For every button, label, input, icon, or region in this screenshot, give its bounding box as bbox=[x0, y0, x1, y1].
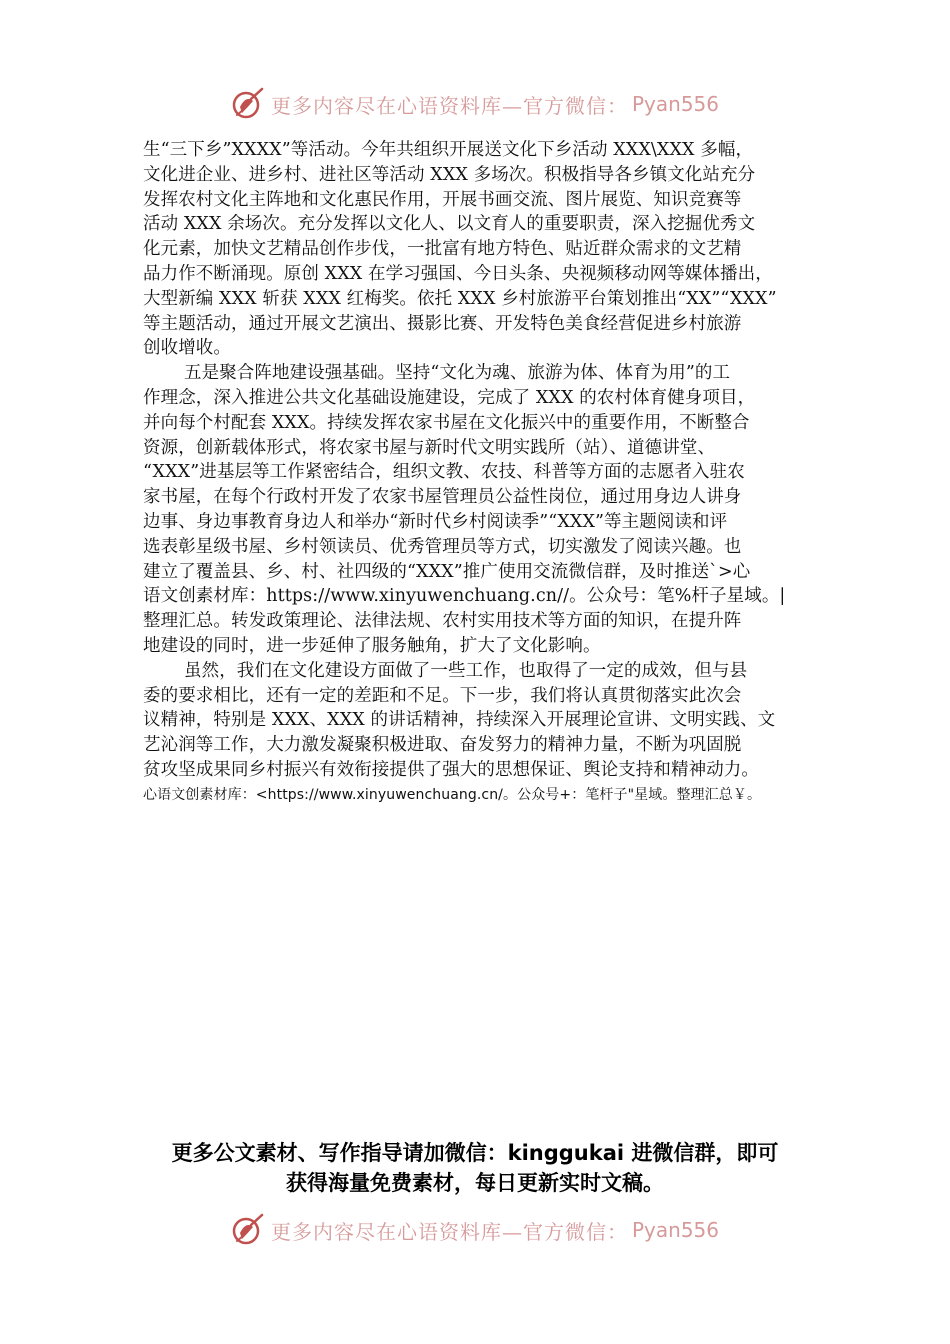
source-line: 心语文创素材库：<https://www.xinyuwenchuang.cn/。公众号+：笔杆子"星域。整理汇总￥。 bbox=[143, 786, 762, 803]
text-line: 创收增收。 bbox=[143, 338, 231, 359]
text-line: 贫攻坚成果同乡村振兴有效衔接提供了强大的思想保证、舆论支持和精神动力。 bbox=[143, 759, 759, 780]
text-line: 资源，创新载体形式，将农家书屋与新时代文明实践所（站）、道德讲堂、 bbox=[143, 437, 716, 458]
text-line: 等主题活动，通过开展文艺演出、摄影比赛、开发特色美食经营促进乡村旅游 bbox=[143, 313, 742, 334]
watermark-text: 更多内容尽在心语资料库—官方微信： bbox=[270, 1219, 628, 1244]
text-line: 活动 XXX 余场次。充分发挥以文化人、以文育人的重要职责，深入挖掘优秀文 bbox=[143, 214, 756, 235]
watermark-wechat-id: Pyan556 bbox=[631, 1218, 719, 1242]
footer-watermark bbox=[0, 1210, 950, 1250]
pen-logo-icon bbox=[231, 1213, 265, 1247]
header-watermark bbox=[0, 84, 950, 124]
watermark-text: 更多内容尽在心语资料库—官方微信： bbox=[270, 93, 628, 118]
watermark-wechat-id: Pyan556 bbox=[631, 92, 719, 116]
paragraph-3 bbox=[143, 659, 813, 783]
text-line: 家书屋，在每个行政村开发了农家书屋管理员公益性岗位，通过用身边人讲身 bbox=[143, 487, 742, 508]
text-line: 建立了覆盖县、乡、村、社四级的“XXX”推广使用交流微信群，及时推送`>心 bbox=[143, 561, 751, 582]
text-line: 文化进企业、进乡村、进社区等活动 XXX 多场次。积极指导各乡镇文化站充分 bbox=[143, 164, 756, 185]
text-line: 边事、身边事教育身边人和举办“新时代乡村阅读季”“XXX”等主题阅读和评 bbox=[143, 511, 728, 532]
text-line: 议精神，特别是 XXX、XXX 的讲话精神，持续深入开展理论宣讲、文明实践、文 bbox=[143, 710, 776, 731]
text-line: 作理念，深入推进公共文化基础设施建设，完成了 XXX 的农村体育健身项目， bbox=[143, 387, 756, 408]
paragraph-2 bbox=[143, 361, 813, 659]
text-line: 大型新编 XXX 斩获 XXX 红梅奖。依托 XXX 乡村旅游平台策划推出“XX”“XXX” bbox=[143, 288, 777, 309]
text-line: 发挥农村文化主阵地和文化惠民作用，开展书画交流、图片展览、知识竞赛等 bbox=[143, 189, 742, 210]
text-line: 地建设的同时，进一步延伸了服务触角，扩大了文化影响。 bbox=[143, 635, 601, 656]
text-line: 生“三下乡”XXXX”等活动。今年共组织开展送文化下乡活动 XXX\XXX 多幅， bbox=[143, 140, 754, 160]
text-line: 化元素，加快文艺精品创作步伐，一批富有地方特色、贴近群众需求的文艺精 bbox=[143, 239, 742, 260]
promo-line-1: 更多公文素材、写作指导请加微信：kinggukai 进微信群，即可 bbox=[171, 1141, 779, 1165]
text-line: 虽然，我们在文化建设方面做了一些工作，也取得了一定的成效，但与县 bbox=[184, 660, 748, 681]
text-line: 品力作不断涌现。原创 XXX 在学习强国、今日头条、央视频移动网等媒体播出， bbox=[143, 263, 773, 284]
text-line: 委的要求相比，还有一定的差距和不足。下一步，我们将认真贯彻落实此次会 bbox=[143, 685, 742, 706]
promo-line-2: 获得海量免费素材，每日更新实时文稿。 bbox=[286, 1171, 664, 1195]
document-body bbox=[143, 138, 813, 807]
paragraph-1 bbox=[143, 138, 813, 361]
text-line: “XXX”进基层等工作紧密结合，组织文教、农技、科普等方面的志愿者入驻农 bbox=[143, 462, 745, 483]
text-line: 五是聚合阵地建设强基础。坚持“文化为魂、旅游为体、体育为用”的工 bbox=[184, 363, 731, 384]
text-line: 选表彰星级书屋、乡村领读员、优秀管理员等方式，切实激发了阅读兴趣。也 bbox=[143, 536, 742, 557]
text-line: 整理汇总。转发政策理论、法律法规、农村实用技术等方面的知识，在提升阵 bbox=[143, 611, 742, 632]
pen-logo-icon bbox=[231, 87, 265, 121]
text-line: 并向每个村配套 XXX。持续发挥农家书屋在文化振兴中的重要作用，不断整合 bbox=[143, 412, 750, 433]
text-line: 语文创素材库：https://www.xinyuwenchuang.cn//。公众号：笔%杆子星域。| bbox=[143, 586, 786, 607]
text-line: 艺沁润等工作，大力激发凝聚积极进取、奋发努力的精神力量，不断为巩固脱 bbox=[143, 735, 742, 756]
promo-block bbox=[0, 1138, 950, 1198]
